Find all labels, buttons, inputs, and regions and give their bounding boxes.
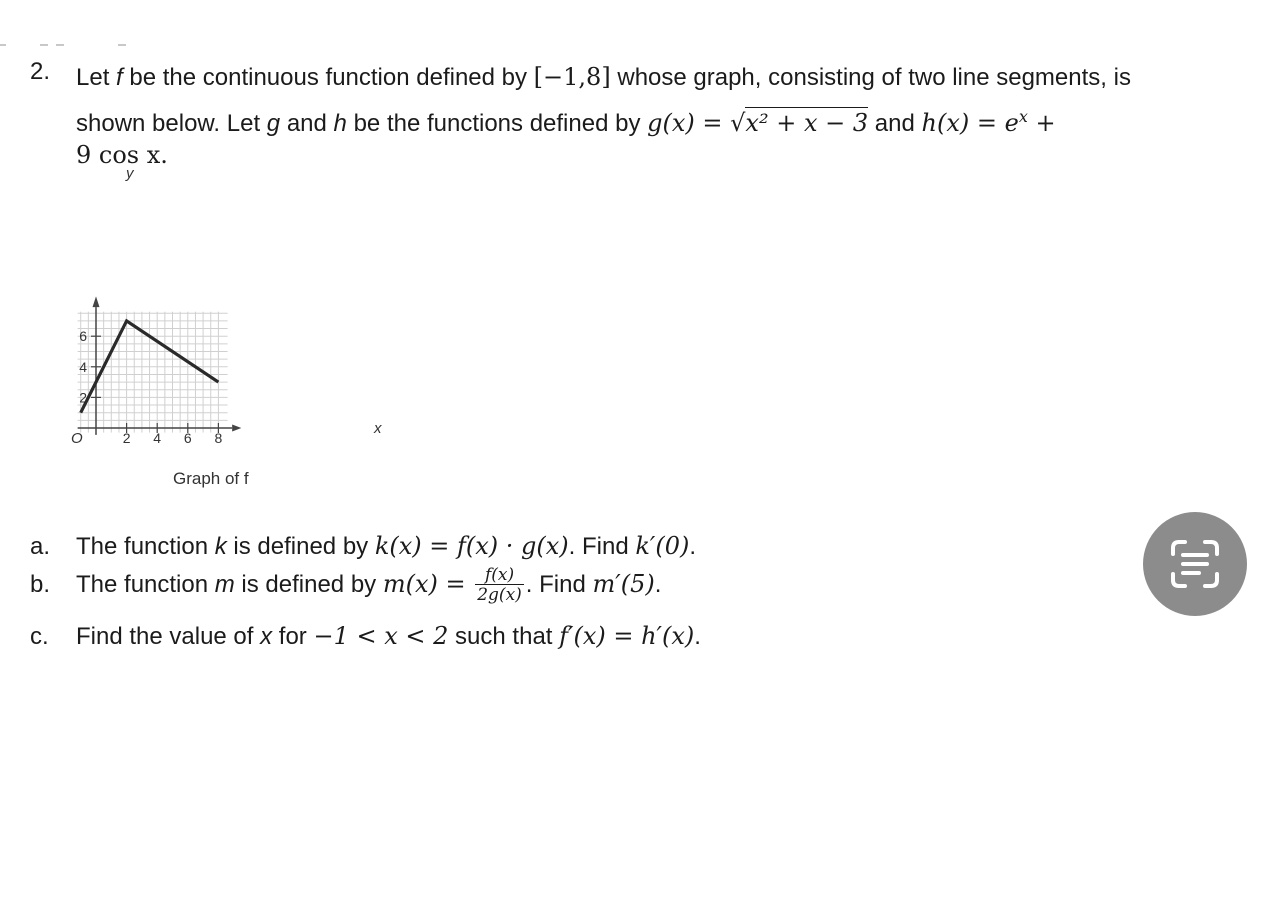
- stem-line-2: shown below. Let g and h be the functions defined by g(x) = √x² + x − 3 and $h(x) = e^x$ +: [76, 97, 1266, 136]
- scan-text-button[interactable]: [1143, 512, 1247, 616]
- top-edge-marks: [0, 44, 130, 46]
- y-axis-arrow: [93, 296, 100, 307]
- x-tick-label: 6: [183, 430, 192, 446]
- part-c: c. Find the value of x for −1 < x < 2 such that f′(x) = h′(x).: [30, 622, 701, 650]
- part-a: a. The function k is defined by k(x) = f(x) · g(x). Find k′(0).: [30, 532, 697, 560]
- stem-line-1: Let f be the continuous function defined by [−1,8] whose graph, consisting of two line segments, is: [76, 63, 1131, 91]
- x-tick-label: 4: [153, 430, 162, 446]
- problem-stem: [76, 58, 1266, 175]
- part-b: b. The function m is defined by m(x) = $\frac{f(x)}{2g(x)}$ . Find m′(5).: [30, 565, 662, 605]
- g-radical: √x² + x − 3: [730, 109, 869, 137]
- scan-text-icon: [1169, 538, 1221, 590]
- stem-line-3: 9 cos x.: [76, 141, 168, 169]
- h-definition: h(x) = e: [921, 109, 1019, 137]
- origin-label: O: [71, 430, 83, 447]
- y-tick-label: 2: [79, 389, 87, 406]
- graph-caption: Graph of f: [173, 469, 249, 488]
- y-tick-label: 6: [79, 328, 87, 345]
- problem-number: 2.: [30, 58, 51, 85]
- part-a-label: a.: [30, 533, 51, 560]
- graph-axes: [78, 296, 242, 434]
- y-axis-label: y: [126, 165, 134, 182]
- part-c-label: c.: [30, 623, 49, 650]
- y-tick-label: 4: [79, 358, 87, 375]
- x-tick-label: 8: [214, 430, 223, 446]
- part-b-label: b.: [30, 570, 51, 598]
- graph-of-f: [36, 162, 396, 502]
- x-axis-label: x: [374, 420, 382, 437]
- x-axis-arrow: [232, 425, 241, 432]
- g-definition-lhs: g(x) =: [647, 109, 731, 137]
- m-fraction: $\frac{f(x)}{2g(x)}$: [477, 565, 522, 605]
- x-tick-label: 2: [122, 430, 131, 446]
